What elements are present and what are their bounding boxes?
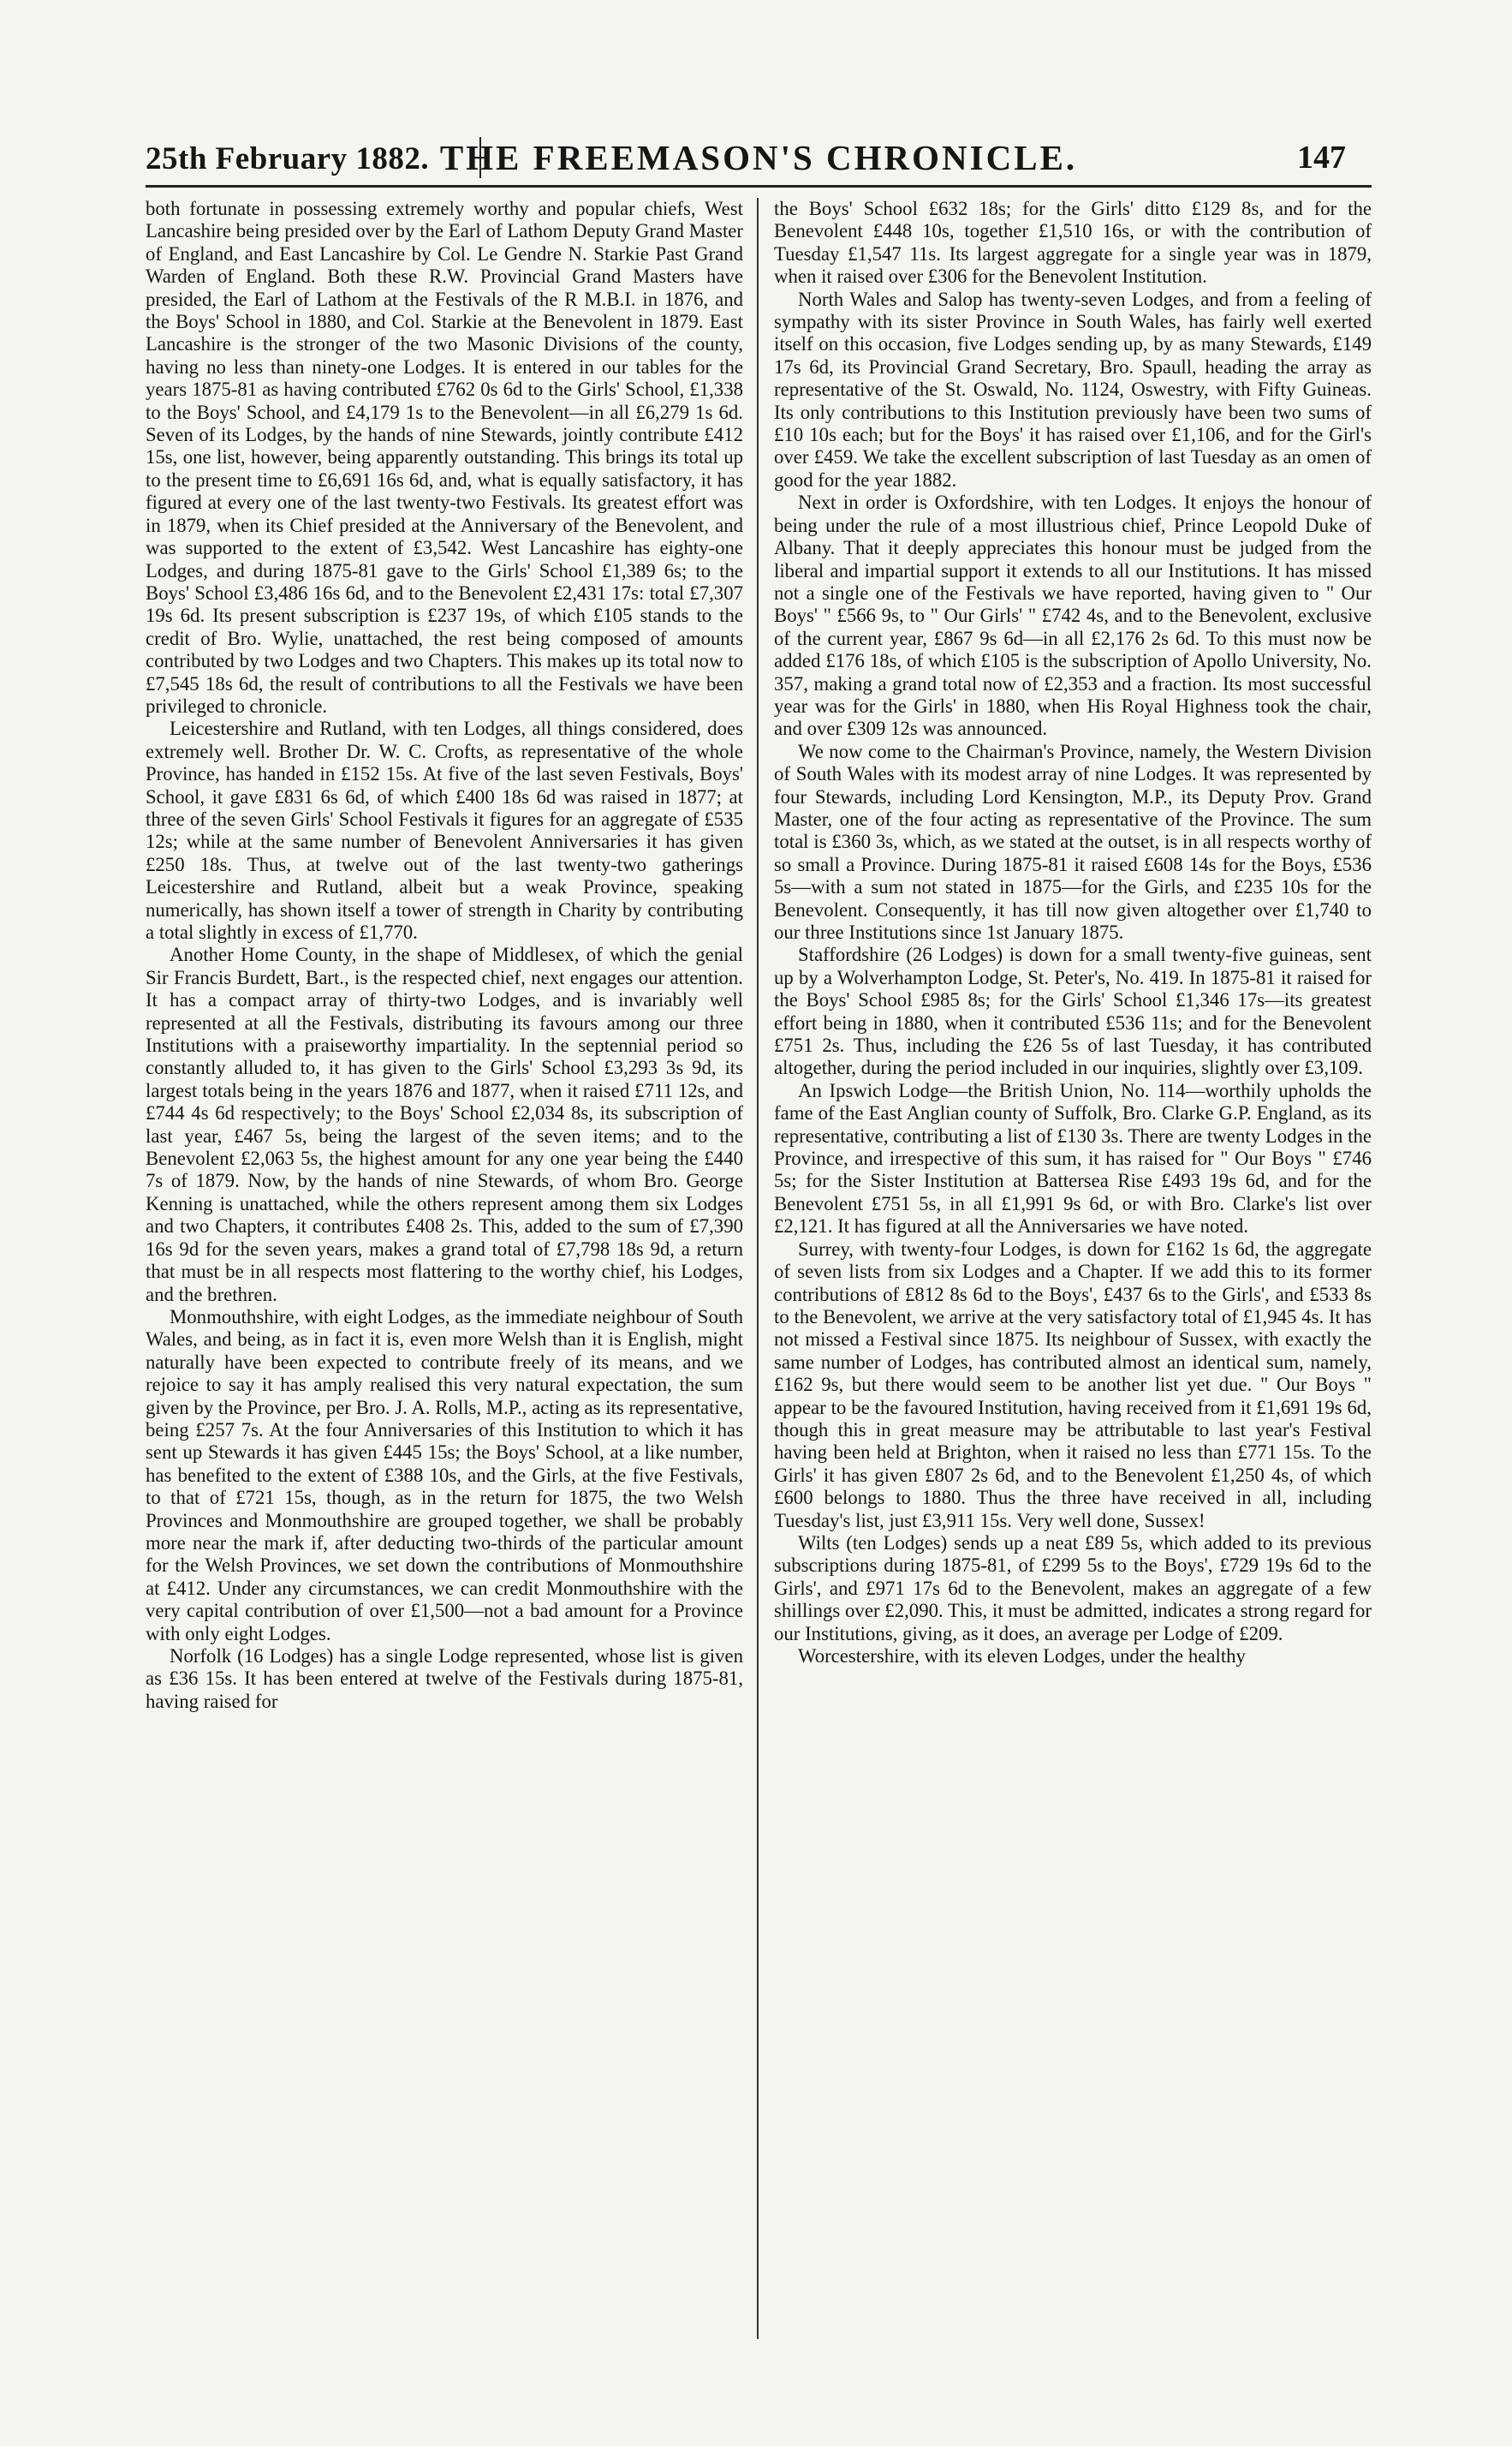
paragraph-suffolk: An Ipswich Lodge—the British Union, No. 114—worthily upholds the fame of the East Anglian county of Suffolk, Bro. Clarke G.P. England, as its representative, contributing a list of £130 3s. There are twenty Lodges in the Province, and irrespective of this sum, it has raised for " Our Boys " £746 5s; for the Sister Institution at Battersea Rise £493 19s 6d, and for the Benevolent £751 5s, in all £1,991 9s 6d, or with Bro. Clarke's list over £2,121. It has figured at all the Anniversaries we have noted. — [774, 1079, 1372, 1238]
paragraph-worcestershire: Worcestershire, with its eleven Lodges, under the healthy — [798, 1645, 1246, 1667]
paragraph-lancashire: both fortunate in possessing extremely worthy and popular chiefs, West Lancashire being presided over by the Earl of Lathom Deputy Grand Master of England, and East Lancashire by Col. Le Gendre N. Starkie Past Grand Warden of England. Both these R.W. Provincial Grand Masters have presided, the Earl of Lathom at the Festivals of the R M.B.I. in 1876, and the Boys' School in 1880, and Col. Starkie at the Benevolent in 1879. East Lancashire is the stronger of the two Masonic Divisions of the county, having no less than ninety-one Lodges. It is entered in our tables for the years 1875-81 as having contributed £762 0s 6d to the Girls' School, £1,338 to the Boys' School, and £4,179 1s to the Benevolent—in all £6,279 1s 6d. Seven of its Lodges, by the hands of nine Stewards, jointly contribute £412 15s, one list, however, being apparently outstanding. This brings its total up to the present time to £6,691 16s 6d, and, what is equally satisfactory, it has figured at every one of the last twenty-two Festivals. Its greatest effort was in 1879, when its Chief presided at the Anniversary of the Benevolent, and was supported to the extent of £3,542. West Lancashire has eighty-one Lodges, and during 1875-81 gave to the Girls' School £1,389 6s; to the Boys' School £3,486 16s 6d, and to the Benevolent £2,431 17s: total £7,307 19s 6d. Its present subscription is £237 19s, of which £105 stands to the credit of Bro. Wylie, unattached, the rest being composed of amounts contributed by two Lodges and two Chapters. This makes up its total now to £7,545 18s 6d, the result of contributions to all the Festivals we have been privileged to chronicle. — [146, 198, 743, 717]
paragraph-staffordshire: Staffordshire (26 Lodges) is down for a small twenty-five guineas, sent up by a Wolverhampton Lodge, St. Peter's, No. 419. In 1875-81 it raised for the Boys' School £985 8s; for the Girls' School £1,346 17s—its greatest effort being in 1880, when it contributed £536 11s; and for the Benevolent £751 2s. Thus, including the £26 5s of last Tuesday, it has contributed altogether, during the period included in our inquiries, slightly over £3,109. — [774, 944, 1372, 1079]
paragraph-north-wales: North Wales and Salop has twenty-seven Lodges, and from a feeling of sympathy with its sister Province in South Wales, has fairly well exerted itself on this occasion, five Lodges sending up, by as many Stewards, £149 17s 6d, its Provincial Grand Secretary, Bro. Spaull, heading the array as representative of the St. Oswald, No. 1124, Oswestry, with Fifty Guineas. Its only contributions to this Institution previously have been two sums of £10 10s each; but for the Boys' it has raised over £1,106, and for the Girl's over £459. We take the excellent subscription of last Tuesday as an omen of good for the year 1882. — [774, 288, 1372, 491]
paragraph-monmouthshire: Monmouthshire, with eight Lodges, as the immediate neighbour of South Wales, and being, as in fact it is, even more Welsh than it is English, might naturally have been expected to contribute freely of its means, and we rejoice to say it has amply realised this very natural expectation, the sum given by the Province, per Bro. J. A. Rolls, M.P., acting as its representative, being £257 7s. At the four Anniversaries of this Institution to which it has sent up Stewards it has given £445 15s; the Boys' School, at a like number, has benefited to the extent of £388 10s, and the Girls, at the five Festivals, to that of £721 15s, though, as in the return for 1875, the two Welsh Provinces and Monmouthshire are grouped together, we shall be probably more near the mark if, after deducting two-thirds of the particular amount for the Welsh Provinces, we set down the contributions of Monmouthshire at £412. Under any circumstances, we can credit Monmouthshire with the very capital contribution of over £1,500—not a bad amount for a Province with only eight Lodges. — [146, 1305, 743, 1644]
header-rule — [146, 185, 1372, 188]
paragraph-south-wales: We now come to the Chairman's Province, namely, the Western Division of South Wales with its modest array of nine Lodges. It was represented by four Stewards, including Lord Kensington, M.P., its Deputy Prov. Grand Master, one of the four acting as representative of the Province. The sum total is £360 3s, which, as we stated at the outset, is in all respects worthy of so small a Province. During 1875-81 it raised £608 14s for the Boys, £536 5s—with a sum not stated in 1875—for the Girls, and £235 10s for the Benevolent. Consequently, it has till now given altogether over £1,740 to our three Institutions since 1st January 1875. — [774, 740, 1372, 943]
paragraph-wilts: Wilts (ten Lodges) sends up a neat £89 5s, which added to its previous subscriptions during 1875-81, of £299 5s to the Boys', £729 19s 6d to the Girls', and £971 17s 6d to the Benevolent, makes an aggregate of a few shillings over £2,090. This, it must be admitted, indicates a strong regard for our Institutions, giving, as it does, an average per Lodge of £209. — [774, 1531, 1372, 1644]
newspaper-page — [146, 128, 1372, 2355]
paragraph-middlesex: Another Home County, in the shape of Middlesex, of which the genial Sir Francis Burdett, Bart., is the respected chief, next engages our attention. It has a compact array of thirty-two Lodges, and is invariably well represented at all the Festivals, distributing its favours among our three Institutions with a praiseworthy impartiality. In the septennial period so constantly alluded to, it has given to the Girls' School £3,293 3s 9d, its largest totals being in the years 1876 and 1877, when it raised £711 12s, and £744 4s 6d respectively; to the Boys' School £2,034 8s, its subscription of last year, £467 5s, being the largest of the seven items; and to the Benevolent £2,063 5s, the highest amount for any one year being the £440 7s of 1879. Now, by the hands of nine Stewards, of whom Bro. George Kenning is unattached, while the others represent among them six Lodges and two Chapters, it contributes £408 2s. This, added to the sum of £7,390 16s 9d for the seven years, makes a grand total of £7,798 18s 9d, a return that must be in all respects most flattering to the worthy chief, his Lodges, and the brethren. — [146, 944, 743, 1305]
paragraph-surrey-sussex: Surrey, with twenty-four Lodges, is down for £162 1s 6d, the aggregate of seven lists from six Lodges and a Chapter. If we add this to its former contributions of £812 8s 6d to the Boys', £437 6s to the Girls', and £533 8s to the Benevolent, we arrive at the very satisfactory total of £1,945 4s. It has not missed a Festival since 1875. Its neighbour of Sussex, with exactly the same number of Lodges, has contributed almost an identical sum, namely, £162 9s, but there would seem to be another list yet due. " Our Boys " appear to be the favoured Institution, having received from it £1,691 19s 6d, though this in great measure may be attributable to last year's Festival having been held at Brighton, when it raised no less than £771 15s. To the Girls' it has given £807 2s 6d, and to the Benevolent £1,250 4s, of which £600 belongs to 1880. Thus the three have received in all, including Tuesday's list, just £3,911 15s. Very well done, Sussex! — [774, 1238, 1372, 1531]
page-header — [146, 128, 1372, 185]
paragraph-norfolk-cont: the Boys' School £632 18s; for the Girls' ditto £129 8s, and for the Benevolent £448 10s, together £1,510 16s, or with the contribution of Tuesday £1,547 11s. Its largest aggregate for a single year was in 1879, when it raised over £306 for the Benevolent Institution. — [774, 198, 1372, 288]
column-divider — [757, 198, 759, 2339]
paragraph-norfolk: Norfolk (16 Lodges) has a single Lodge represented, whose list is given as £36 15s. It has been entered at twelve of the Festivals during 1875-81, having raised for — [146, 1645, 743, 1712]
column-left — [146, 198, 743, 2348]
article-body — [146, 198, 1372, 2348]
column-right — [774, 198, 1372, 2348]
paragraph-oxfordshire: Next in order is Oxfordshire, with ten Lodges. It enjoys the honour of being under the rule of a most illustrious chief, Prince Leopold Duke of Albany. That it deeply appreciates this honour must be judged from the liberal and impartial support it extends to all our Institutions. It has missed not a single one of the Festivals we have reported, having given to " Our Boys' " £566 9s, to " Our Girls' " £742 4s, and to the Benevolent, exclusive of the current year, £867 9s 6d—in all £2,176 2s 6d. To this must now be added £176 18s, of which £105 is the subscription of Apollo University, No. 357, making a grand total now of £2,353 and a fraction. Its most successful year was for the Girls' in 1880, when His Royal Highness took the chair, and over £309 12s was announced. — [774, 492, 1372, 740]
header-title: THE FREEMASON'S CHRONICLE. — [439, 138, 1078, 177]
header-date: 25th February 1882. — [146, 141, 430, 176]
paragraph-leicestershire: Leicestershire and Rutland, with ten Lodges, all things considered, does extremely well. Brother Dr. W. C. Crofts, as representative of the whole Province, has handed in £152 15s. At five of the last seven Festivals, Boys' School, it gave £831 6s 6d, of which £400 18s 6d was raised in 1877; at three of the seven Girls' School Festivals it figures for an aggregate of £535 12s; while at the same number of Benevolent Anniversaries it has given £250 18s. Thus, at twelve out of the last twenty-two gatherings Leicestershire and Rutland, albeit but a weak Province, speaking numerically, has shown itself a tower of strength in Charity by contributing a total slightly in excess of £1,770. — [146, 718, 743, 943]
page-number: 147 — [1297, 140, 1346, 176]
